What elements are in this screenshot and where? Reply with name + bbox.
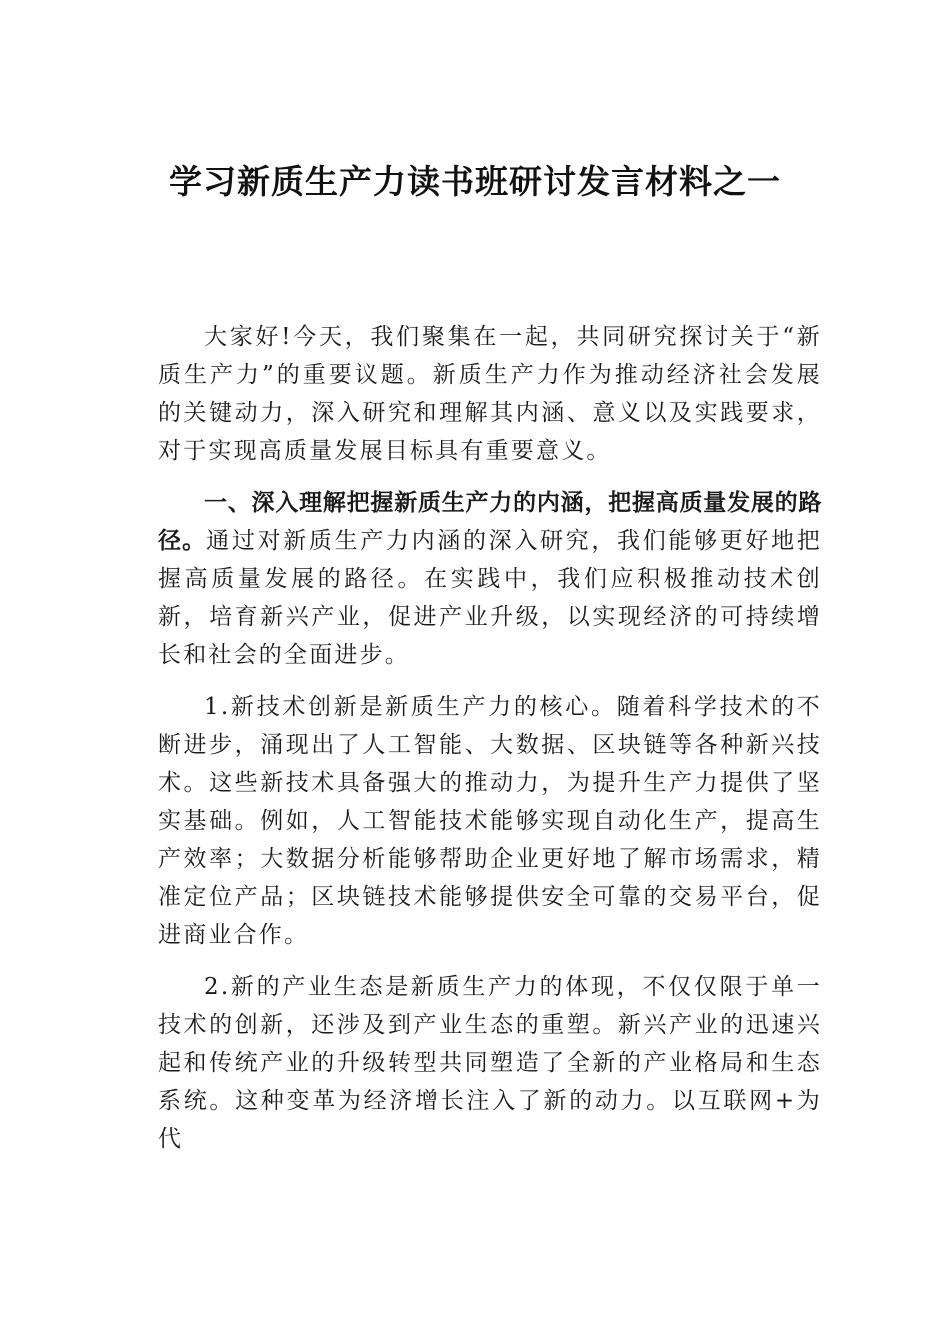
- paragraph-text: 大家好!今天，我们聚集在一起，共同研究探讨关于“新质生产力”的重要议题。新质生产力作为推动经济社会发展的关键动力，深入研究和理解其内涵、意义以及实践要求，对于实现高质量发展目标具有重要意义。: [158, 324, 822, 464]
- section-one-paragraph: [158, 484, 822, 674]
- point-two-paragraph: [158, 968, 822, 1158]
- intro-paragraph: [158, 318, 822, 470]
- paragraph-text: 2.新的产业生态是新质生产力的体现，不仅仅限于单一技术的创新，还涉及到产业生态的重塑。新兴产业的迅速兴起和传统产业的升级转型共同塑造了全新的产业格局和生态系统。这种变革为经济增长注入了新的动力。以互联网+为代: [158, 974, 822, 1152]
- paragraph-text: 通过对新质生产力内涵的深入研究，我们能够更好地把握高质量发展的路径。在实践中，我们应积极推动技术创新，培育新兴产业，促进产业升级，以实现经济的可持续增长和社会的全面进步。: [158, 528, 822, 668]
- paragraph-text: 1.新技术创新是新质生产力的核心。随着科学技术的不断进步，涌现出了人工智能、大数据、区块链等各种新兴技术。这些新技术具备强大的推动力，为提升生产力提供了坚实基础。例如，人工智能技术能够实现自动化生产，提高生产效率；大数据分析能够帮助企业更好地了解市场需求，精准定位产品；区块链技术能够提供安全可靠的交易平台，促进商业合作。: [158, 694, 822, 948]
- document-title: 学习新质生产力读书班研讨发言材料之一: [169, 162, 781, 201]
- section-heading: 一、深入理解把握新质生产力的内涵，把握高质量发展的路径。: [158, 490, 822, 554]
- document-body: [158, 318, 822, 1172]
- point-one-paragraph: [158, 688, 822, 954]
